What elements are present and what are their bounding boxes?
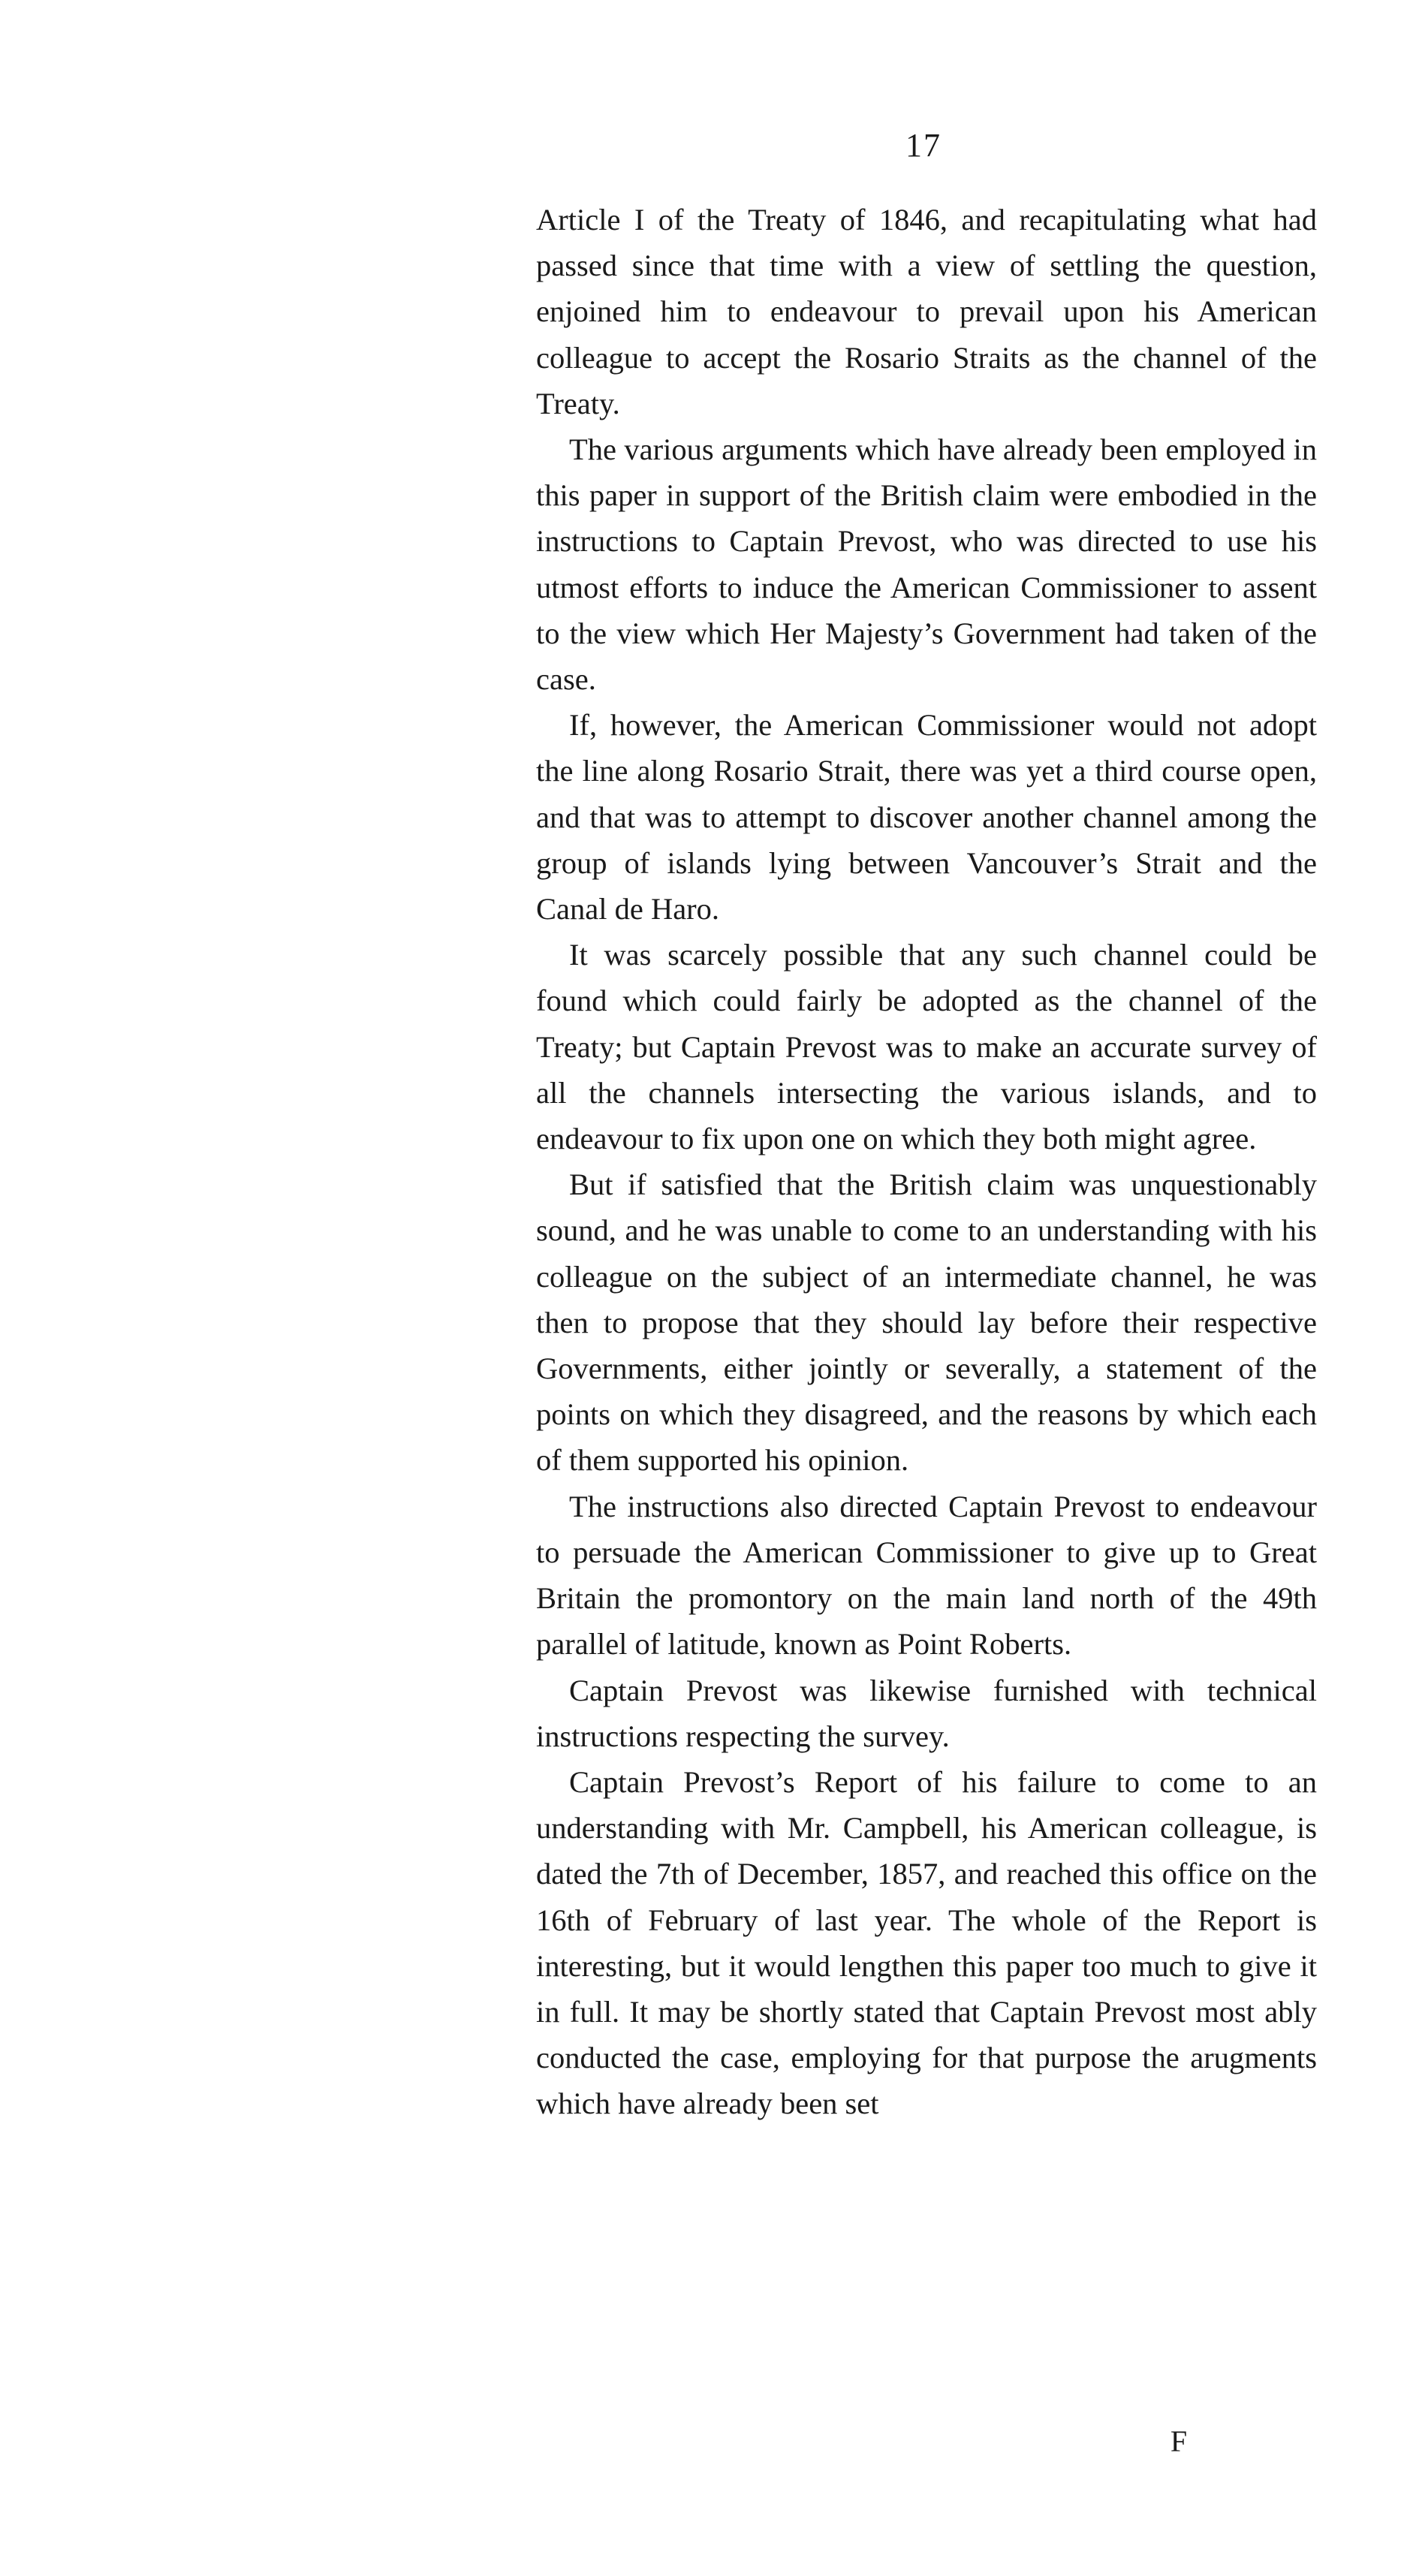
paragraph-7: Captain Prevost was likewise furnished with technical instructions respecting the survey. — [536, 1673, 1317, 1753]
paragraph-8: Captain Prevost’s Report of his failure to come to an understanding with Mr. Campbell, his American colleague, is dated the 7th of December, 1857, and reached this office on the 16th of February of last year. The whole of the Report is interesting, but it would lengthen this paper too much to give it in full. It may be shortly stated that Captain Prevost most ably conducted the case, employing for that purpose the arugments which have already been set — [536, 1764, 1317, 2121]
page-number: 17 — [905, 127, 942, 164]
paragraph-1: Article I of the Treaty of 1846, and recapitulating what had passed since that time with a view of settling the question, enjoined him to endeavour to prevail upon his American colleague to accept the Rosario Straits as the channel of the Treaty. — [536, 203, 1317, 420]
paragraph-2: The various arguments which have already been employed in this paper in support of the British claim were embodied in the instructions to Captain Prevost, who was directed to use his utmost efforts to induce the American Commissioner to assent to the view which Her Majesty’s Government had taken of the case. — [536, 432, 1317, 697]
body-text — [536, 197, 1317, 2127]
signature-mark: F — [1170, 2424, 1188, 2458]
paragraph-3: If, however, the American Commissioner would not adopt the line along Rosario Strait, there was yet a third course open, and that was to attempt to discover another channel among the group of islands lying between Vancouver’s Strait and the Canal de Haro. — [536, 708, 1317, 926]
paragraph-4: It was scarcely possible that any such channel could be found which could fairly be adopted as the channel of the Treaty; but Captain Prevost was to make an accurate survey of all the channels intersecting the various islands, and to endeavour to fix upon one on which they both might agree. — [536, 938, 1317, 1156]
paragraph-6: The instructions also directed Captain Prevost to endeavour to persuade the American Commissioner to give up to Great Britain the promontory on the main land north of the 49th parallel of latitude, known as Point Roberts. — [536, 1489, 1317, 1662]
paragraph-5: But if satisfied that the British claim was unquestionably sound, and he was unable to come to an understanding with his colleague on the subject of an intermediate channel, he was then to propose that they should lay before their respective Governments, either jointly or severally, a statement of the points on which they disagreed, and the reasons by which each of them supported his opinion. — [536, 1167, 1317, 1478]
